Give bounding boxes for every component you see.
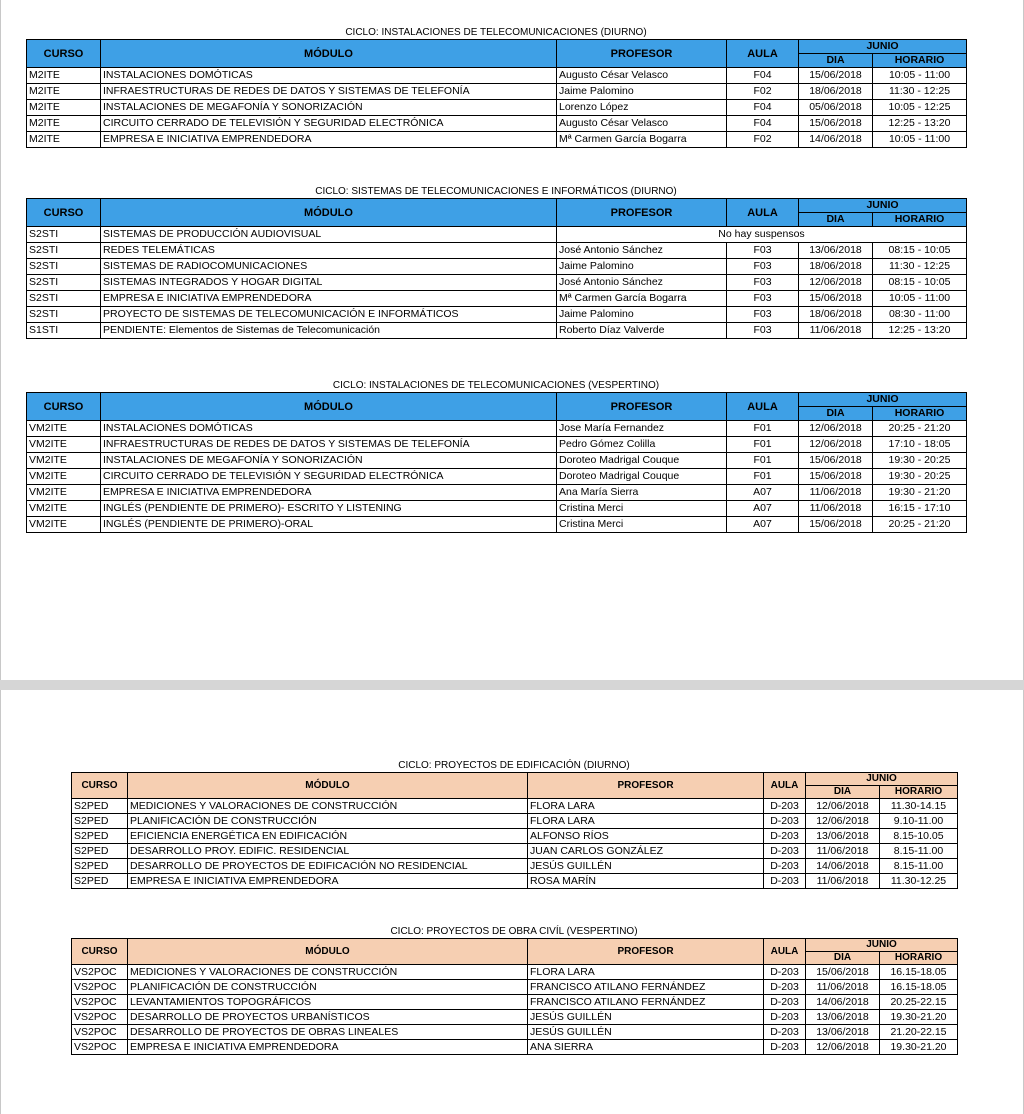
cell-modulo: PLANIFICACIÓN DE CONSTRUCCIÓN <box>128 814 528 829</box>
cell-profesor: Jaime Palomino <box>557 259 727 275</box>
cell-dia: 18/06/2018 <box>799 259 873 275</box>
header-modulo: MÓDULO <box>101 199 557 227</box>
table-row <box>72 995 958 1010</box>
cell-modulo: MEDICIONES Y VALORACIONES DE CONSTRUCCIÓN <box>128 965 528 980</box>
cell-modulo: PROYECTO DE SISTEMAS DE TELECOMUNICACIÓN E INFORMÁTICOS <box>101 307 557 323</box>
cell-curso: VM2ITE <box>27 421 101 437</box>
cell-horario: 11:30 - 12:25 <box>873 259 967 275</box>
cell-profesor: Cristina Merci <box>557 517 727 533</box>
header-month: JUNIO <box>799 199 967 213</box>
cell-curso: S2PED <box>72 844 128 859</box>
cell-profesor: ROSA MARÍN <box>528 874 764 889</box>
cell-profesor: José Antonio Sánchez <box>557 275 727 291</box>
cell-profesor: Augusto César Velasco <box>557 68 727 84</box>
cell-dia: 14/06/2018 <box>806 859 880 874</box>
cell-modulo: LEVANTAMIENTOS TOPOGRÁFICOS <box>128 995 528 1010</box>
cell-dia: 15/06/2018 <box>799 291 873 307</box>
cell-profesor: FLORA LARA <box>528 799 764 814</box>
cell-horario: 12:25 - 13:20 <box>873 323 967 339</box>
cell-curso: M2ITE <box>27 100 101 116</box>
header-profesor: PROFESOR <box>557 199 727 227</box>
cell-profesor: JESÚS GUILLÉN <box>528 859 764 874</box>
cell-profesor: FRANCISCO ATILANO FERNÁNDEZ <box>528 980 764 995</box>
header-dia: DIA <box>806 952 880 965</box>
cell-horario: 8.15-10.05 <box>880 829 958 844</box>
cell-horario: 08:30 - 11:00 <box>873 307 967 323</box>
header-profesor: PROFESOR <box>557 393 727 421</box>
cell-modulo: CIRCUITO CERRADO DE TELEVISIÓN Y SEGURIDAD ELECTRÓNICA <box>101 469 557 485</box>
cell-dia: 13/06/2018 <box>806 829 880 844</box>
cell-aula: F03 <box>727 291 799 307</box>
cell-curso: S2STI <box>27 227 101 243</box>
cell-modulo: INFRAESTRUCTURAS DE REDES DE DATOS Y SISTEMAS DE TELEFONÍA <box>101 84 557 100</box>
cell-aula: F01 <box>727 469 799 485</box>
table-row <box>27 307 967 323</box>
cell-aula: F02 <box>727 132 799 148</box>
cell-dia: 15/06/2018 <box>799 453 873 469</box>
cell-profesor: Lorenzo López <box>557 100 727 116</box>
cell-dia: 12/06/2018 <box>806 1040 880 1055</box>
cell-dia: 15/06/2018 <box>806 965 880 980</box>
cell-profesor: ANA SIERRA <box>528 1040 764 1055</box>
cell-dia: 11/06/2018 <box>799 323 873 339</box>
table-row <box>27 243 967 259</box>
cell-curso: VS2POC <box>72 980 128 995</box>
cell-curso: M2ITE <box>27 84 101 100</box>
table-row <box>27 421 967 437</box>
header-month: JUNIO <box>799 40 967 54</box>
cell-profesor: Pedro Gómez Colilla <box>557 437 727 453</box>
table-row <box>27 323 967 339</box>
table-row <box>27 227 967 243</box>
header-horario: HORARIO <box>880 952 958 965</box>
cell-curso: VM2ITE <box>27 517 101 533</box>
cell-modulo: INSTALACIONES DOMÓTICAS <box>101 421 557 437</box>
cell-horario: 20.25-22.15 <box>880 995 958 1010</box>
header-month: JUNIO <box>806 773 958 786</box>
schedule-table <box>26 39 967 148</box>
cell-horario: 19.30-21.20 <box>880 1010 958 1025</box>
header-horario: HORARIO <box>880 786 958 799</box>
header-modulo: MÓDULO <box>101 393 557 421</box>
cell-dia: 12/06/2018 <box>799 421 873 437</box>
cell-curso: S2STI <box>27 291 101 307</box>
cell-profesor: Jaime Palomino <box>557 307 727 323</box>
cell-modulo: MEDICIONES Y VALORACIONES DE CONSTRUCCIÓN <box>128 799 528 814</box>
table-row <box>72 829 958 844</box>
header-curso: CURSO <box>72 939 128 965</box>
table-row <box>72 844 958 859</box>
cell-dia: 13/06/2018 <box>806 1010 880 1025</box>
cell-curso: S1STI <box>27 323 101 339</box>
cell-horario: 10:05 - 11:00 <box>873 68 967 84</box>
cell-dia: 15/06/2018 <box>799 116 873 132</box>
cell-modulo: DESARROLLO DE PROYECTOS DE EDIFICACIÓN NO RESIDENCIAL <box>128 859 528 874</box>
cell-modulo: EMPRESA E INICIATIVA EMPRENDEDORA <box>101 132 557 148</box>
cell-horario: 16:15 - 17:10 <box>873 501 967 517</box>
cell-dia: 12/06/2018 <box>799 275 873 291</box>
cell-modulo: SISTEMAS DE PRODUCCIÓN AUDIOVISUAL <box>101 227 557 243</box>
cell-curso: S2PED <box>72 814 128 829</box>
header-dia: DIA <box>799 54 873 68</box>
cell-modulo: SISTEMAS INTEGRADOS Y HOGAR DIGITAL <box>101 275 557 291</box>
header-month: JUNIO <box>799 393 967 407</box>
cell-horario: 21.20-22.15 <box>880 1025 958 1040</box>
cell-horario: 11.30-14.15 <box>880 799 958 814</box>
cell-dia: 14/06/2018 <box>799 132 873 148</box>
cell-dia: 12/06/2018 <box>806 799 880 814</box>
cell-aula: D-203 <box>764 874 806 889</box>
header-aula: AULA <box>727 199 799 227</box>
table-row <box>72 1010 958 1025</box>
cell-curso: S2PED <box>72 799 128 814</box>
cell-curso: VS2POC <box>72 1025 128 1040</box>
cell-horario: 10:05 - 11:00 <box>873 132 967 148</box>
cell-aula: D-203 <box>764 1040 806 1055</box>
header-profesor: PROFESOR <box>528 939 764 965</box>
cell-profesor: José Antonio Sánchez <box>557 243 727 259</box>
cell-modulo: INGLÉS (PENDIENTE DE PRIMERO)-ORAL <box>101 517 557 533</box>
cell-no-suspensos: No hay suspensos <box>557 227 967 243</box>
cell-curso: S2PED <box>72 829 128 844</box>
cell-modulo: DESARROLLO DE PROYECTOS DE OBRAS LINEALES <box>128 1025 528 1040</box>
cell-profesor: FLORA LARA <box>528 814 764 829</box>
cell-aula: F04 <box>727 100 799 116</box>
cell-horario: 19:30 - 20:25 <box>873 469 967 485</box>
cell-aula: F03 <box>727 243 799 259</box>
cell-aula: A07 <box>727 501 799 517</box>
cell-aula: D-203 <box>764 859 806 874</box>
cell-modulo: INFRAESTRUCTURAS DE REDES DE DATOS Y SISTEMAS DE TELEFONÍA <box>101 437 557 453</box>
cell-horario: 20:25 - 21:20 <box>873 517 967 533</box>
table-row <box>27 100 967 116</box>
cell-profesor: Augusto César Velasco <box>557 116 727 132</box>
header-curso: CURSO <box>27 199 101 227</box>
cell-horario: 19:30 - 20:25 <box>873 453 967 469</box>
header-curso: CURSO <box>27 40 101 68</box>
cell-modulo: EMPRESA E INICIATIVA EMPRENDEDORA <box>128 874 528 889</box>
cell-curso: S2STI <box>27 243 101 259</box>
cell-aula: F03 <box>727 259 799 275</box>
cell-horario: 17:10 - 18:05 <box>873 437 967 453</box>
cell-dia: 11/06/2018 <box>806 844 880 859</box>
cell-aula: F02 <box>727 84 799 100</box>
cell-curso: VS2POC <box>72 995 128 1010</box>
cell-horario: 11.30-12.25 <box>880 874 958 889</box>
header-profesor: PROFESOR <box>557 40 727 68</box>
table-row <box>27 259 967 275</box>
cell-aula: F03 <box>727 323 799 339</box>
cell-horario: 10:05 - 12:25 <box>873 100 967 116</box>
cell-curso: VM2ITE <box>27 437 101 453</box>
table-caption: CICLO: PROYECTOS DE EDIFICACIÓN (DIURNO) <box>398 760 630 771</box>
cell-profesor: Ana María Sierra <box>557 485 727 501</box>
cell-aula: F01 <box>727 421 799 437</box>
table-caption: CICLO: INSTALACIONES DE TELECOMUNICACIONES (VESPERTINO) <box>332 380 660 391</box>
cell-aula: D-203 <box>764 844 806 859</box>
cell-aula: D-203 <box>764 1025 806 1040</box>
cell-profesor: Mª Carmen García Bogarra <box>557 132 727 148</box>
cell-dia: 11/06/2018 <box>799 485 873 501</box>
table-row <box>72 859 958 874</box>
header-month: JUNIO <box>806 939 958 952</box>
header-dia: DIA <box>806 786 880 799</box>
table-row <box>27 453 967 469</box>
cell-horario: 08:15 - 10:05 <box>873 243 967 259</box>
cell-dia: 11/06/2018 <box>799 501 873 517</box>
table-row <box>27 68 967 84</box>
cell-horario: 8.15-11.00 <box>880 859 958 874</box>
cell-curso: M2ITE <box>27 68 101 84</box>
cell-modulo: DESARROLLO DE PROYECTOS URBANÍSTICOS <box>128 1010 528 1025</box>
cell-aula: D-203 <box>764 980 806 995</box>
cell-aula: A07 <box>727 485 799 501</box>
cell-horario: 08:15 - 10:05 <box>873 275 967 291</box>
table-row <box>27 84 967 100</box>
cell-dia: 18/06/2018 <box>799 84 873 100</box>
cell-modulo: PENDIENTE: Elementos de Sistemas de Telecomunicación <box>101 323 557 339</box>
schedule-block-edificacion-diurno <box>71 760 957 889</box>
cell-aula: D-203 <box>764 799 806 814</box>
table-row <box>27 501 967 517</box>
cell-aula: F04 <box>727 116 799 132</box>
header-dia: DIA <box>799 213 873 227</box>
cell-profesor: Cristina Merci <box>557 501 727 517</box>
table-row <box>72 874 958 889</box>
cell-modulo: REDES TELEMÁTICAS <box>101 243 557 259</box>
table-row <box>27 437 967 453</box>
cell-horario: 12:25 - 13:20 <box>873 116 967 132</box>
cell-aula: F03 <box>727 307 799 323</box>
cell-modulo: INGLÉS (PENDIENTE DE PRIMERO)- ESCRITO Y LISTENING <box>101 501 557 517</box>
cell-dia: 05/06/2018 <box>799 100 873 116</box>
cell-curso: VM2ITE <box>27 469 101 485</box>
table-row <box>27 517 967 533</box>
cell-horario: 8.15-11.00 <box>880 844 958 859</box>
document-page-2 <box>0 690 1024 1114</box>
schedule-table <box>71 938 958 1055</box>
schedule-table <box>71 772 958 889</box>
cell-modulo: INSTALACIONES DE MEGAFONÍA Y SONORIZACIÓN <box>101 453 557 469</box>
table-row <box>72 814 958 829</box>
cell-dia: 12/06/2018 <box>806 814 880 829</box>
table-row <box>72 1040 958 1055</box>
schedule-block-telecom-vespertino <box>26 380 966 533</box>
cell-profesor: JUAN CARLOS GONZÁLEZ <box>528 844 764 859</box>
cell-horario: 20:25 - 21:20 <box>873 421 967 437</box>
cell-dia: 15/06/2018 <box>799 469 873 485</box>
cell-aula: D-203 <box>764 814 806 829</box>
cell-dia: 14/06/2018 <box>806 995 880 1010</box>
cell-curso: VS2POC <box>72 1040 128 1055</box>
cell-profesor: ALFONSO RÍOS <box>528 829 764 844</box>
cell-curso: VM2ITE <box>27 453 101 469</box>
cell-modulo: EFICIENCIA ENERGÉTICA EN EDIFICACIÓN <box>128 829 528 844</box>
schedule-block-telecom-diurno <box>26 27 966 148</box>
cell-dia: 15/06/2018 <box>799 517 873 533</box>
header-horario: HORARIO <box>873 213 967 227</box>
cell-modulo: SISTEMAS DE RADIOCOMUNICACIONES <box>101 259 557 275</box>
cell-aula: F01 <box>727 453 799 469</box>
cell-modulo: INSTALACIONES DE MEGAFONÍA Y SONORIZACIÓN <box>101 100 557 116</box>
header-aula: AULA <box>727 40 799 68</box>
table-row <box>27 485 967 501</box>
cell-curso: M2ITE <box>27 132 101 148</box>
cell-curso: VS2POC <box>72 965 128 980</box>
table-row <box>72 799 958 814</box>
cell-curso: S2STI <box>27 259 101 275</box>
header-aula: AULA <box>764 939 806 965</box>
cell-dia: 11/06/2018 <box>806 980 880 995</box>
cell-profesor: Roberto Díaz Valverde <box>557 323 727 339</box>
header-curso: CURSO <box>27 393 101 421</box>
cell-modulo: EMPRESA E INICIATIVA EMPRENDEDORA <box>101 485 557 501</box>
cell-curso: VM2ITE <box>27 501 101 517</box>
cell-curso: S2STI <box>27 307 101 323</box>
cell-horario: 16.15-18.05 <box>880 965 958 980</box>
header-modulo: MÓDULO <box>101 40 557 68</box>
cell-curso: S2PED <box>72 874 128 889</box>
cell-dia: 18/06/2018 <box>799 307 873 323</box>
schedule-block-sistemas-diurno <box>26 186 966 339</box>
table-caption: CICLO: PROYECTOS DE OBRA CIVÍL (VESPERTINO) <box>390 926 638 937</box>
cell-dia: 15/06/2018 <box>799 68 873 84</box>
table-row <box>27 132 967 148</box>
cell-modulo: CIRCUITO CERRADO DE TELEVISIÓN Y SEGURIDAD ELECTRÓNICA <box>101 116 557 132</box>
cell-modulo: INSTALACIONES DOMÓTICAS <box>101 68 557 84</box>
cell-dia: 12/06/2018 <box>799 437 873 453</box>
cell-dia: 13/06/2018 <box>799 243 873 259</box>
header-horario: HORARIO <box>873 54 967 68</box>
cell-aula: D-203 <box>764 1010 806 1025</box>
table-row <box>72 1025 958 1040</box>
table-caption: CICLO: SISTEMAS DE TELECOMUNICACIONES E INFORMÁTICOS (DIURNO) <box>315 186 677 197</box>
cell-modulo: EMPRESA E INICIATIVA EMPRENDEDORA <box>101 291 557 307</box>
header-profesor: PROFESOR <box>528 773 764 799</box>
cell-horario: 16.15-18.05 <box>880 980 958 995</box>
cell-profesor: FLORA LARA <box>528 965 764 980</box>
cell-aula: D-203 <box>764 995 806 1010</box>
cell-modulo: EMPRESA E INICIATIVA EMPRENDEDORA <box>128 1040 528 1055</box>
table-row <box>72 965 958 980</box>
cell-aula: F03 <box>727 275 799 291</box>
cell-horario: 19.30-21.20 <box>880 1040 958 1055</box>
cell-profesor: Jose María Fernandez <box>557 421 727 437</box>
header-aula: AULA <box>727 393 799 421</box>
cell-curso: S2PED <box>72 859 128 874</box>
header-aula: AULA <box>764 773 806 799</box>
header-dia: DIA <box>799 407 873 421</box>
cell-dia: 11/06/2018 <box>806 874 880 889</box>
cell-curso: M2ITE <box>27 116 101 132</box>
cell-aula: D-203 <box>764 829 806 844</box>
cell-curso: VS2POC <box>72 1010 128 1025</box>
cell-modulo: PLANIFICACIÓN DE CONSTRUCCIÓN <box>128 980 528 995</box>
header-modulo: MÓDULO <box>128 773 528 799</box>
cell-profesor: JESÚS GUILLÉN <box>528 1010 764 1025</box>
cell-horario: 10:05 - 11:00 <box>873 291 967 307</box>
table-row <box>27 469 967 485</box>
cell-profesor: JESÚS GUILLÉN <box>528 1025 764 1040</box>
cell-profesor: Mª Carmen García Bogarra <box>557 291 727 307</box>
cell-profesor: Jaime Palomino <box>557 84 727 100</box>
cell-curso: VM2ITE <box>27 485 101 501</box>
cell-aula: F04 <box>727 68 799 84</box>
table-caption: CICLO: INSTALACIONES DE TELECOMUNICACIONES (DIURNO) <box>345 27 647 38</box>
schedule-block-obra-civil-vespertino <box>71 926 957 1055</box>
schedule-table <box>26 392 967 533</box>
header-curso: CURSO <box>72 773 128 799</box>
table-row <box>27 275 967 291</box>
cell-profesor: Doroteo Madrigal Couque <box>557 453 727 469</box>
cell-dia: 13/06/2018 <box>806 1025 880 1040</box>
cell-modulo: DESARROLLO PROY. EDIFIC. RESIDENCIAL <box>128 844 528 859</box>
cell-horario: 11:30 - 12:25 <box>873 84 967 100</box>
cell-aula: F01 <box>727 437 799 453</box>
header-horario: HORARIO <box>873 407 967 421</box>
table-row <box>27 291 967 307</box>
cell-horario: 19:30 - 21:20 <box>873 485 967 501</box>
header-modulo: MÓDULO <box>128 939 528 965</box>
cell-profesor: FRANCISCO ATILANO FERNÁNDEZ <box>528 995 764 1010</box>
table-row <box>27 116 967 132</box>
cell-horario: 9.10-11.00 <box>880 814 958 829</box>
cell-profesor: Doroteo Madrigal Couque <box>557 469 727 485</box>
schedule-table <box>26 198 967 339</box>
cell-curso: S2STI <box>27 275 101 291</box>
table-row <box>72 980 958 995</box>
cell-aula: D-203 <box>764 965 806 980</box>
cell-aula: A07 <box>727 517 799 533</box>
